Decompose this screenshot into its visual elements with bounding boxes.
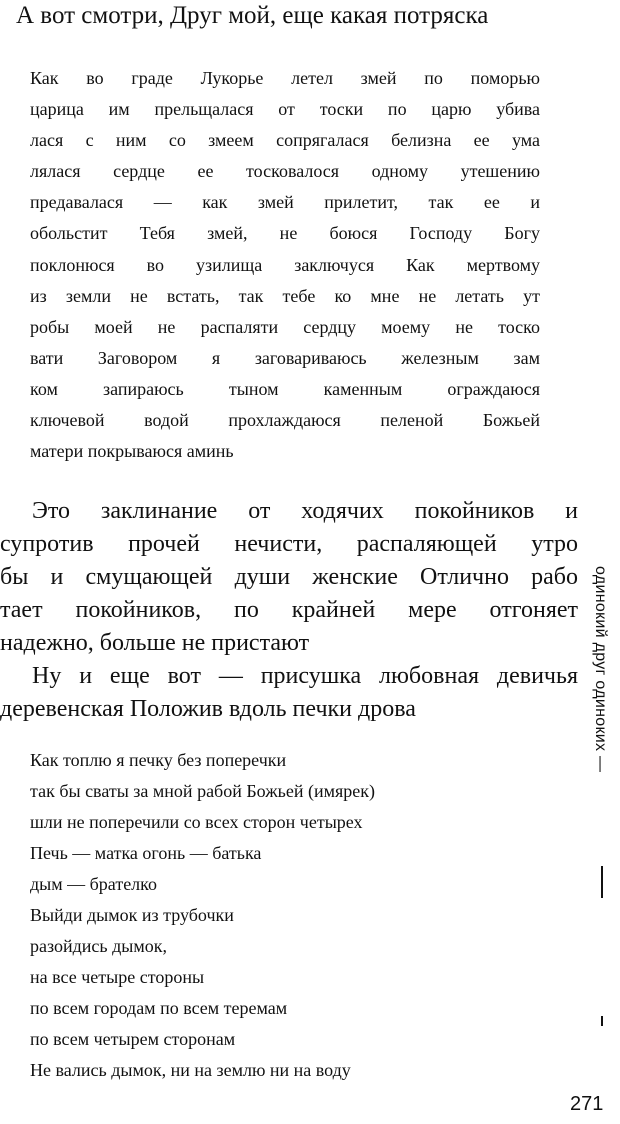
verse-line: царица им прельщалася от тоски по царю убива [30,99,540,119]
verse-line: на все четыре стороны [30,967,205,987]
verse-line: по всем четырем сторонам [30,1029,236,1049]
margin-rule [601,866,603,898]
verse-line: лялася сердце ее тосковалося одному утешению [30,161,540,181]
verse-line: из земли не встать, так тебе ко мне не летать ут [30,286,540,306]
prose-line: надежно, больше не пристают [0,630,310,656]
verse-line: ключевой водой прохлаждаюся пеленой Божьей [30,410,540,430]
prose-line: бы и смущающей души женские Отлично рабо [0,564,578,590]
margin-rule [601,1016,603,1026]
verse-line: вати Заговором я заговариваюсь железным зам [30,348,540,368]
verse-line: разойдись дымок, [30,936,168,956]
page-heading: А вот смотри, Друг мой, еще какая потряска [16,2,489,29]
verse-line: Как во граде Лукорье летел змей по поморью [30,68,540,88]
prose-line: деревенская Положив вдоль печки дрова [0,696,416,722]
page-number: 271 [570,1093,604,1115]
verse-line: Как топлю я печку без поперечки [30,750,287,770]
verse-line: дым — брателко [30,874,157,894]
verse-line: предавалася — как змей прилетит, так ее и [30,192,540,212]
prose-line: Это заклинание от ходячих покойников и [32,498,578,524]
verse-line: ком запираюсь тыном каменным ограждаюся [30,379,540,399]
verse-line: Печь — матка огонь — батька [30,843,262,863]
verse-line: робы моей не распаляти сердцу моему не тоско [30,317,540,337]
verse-line: Не вались дымок, ни на землю ни на воду [30,1060,351,1080]
verse-line: поклонюся во узилища заключуся Как мертвому [30,255,540,275]
verse-line: Выйди дымок из трубочки [30,905,234,925]
verse-line: по всем городам по всем теремам [30,998,288,1018]
prose-line: Ну и еще вот — присушка любовная девичья [32,663,578,689]
verse-line: лася с ним со змеем сопрягалася белизна ее ума [30,130,540,150]
prose-line: тает покойников, по крайней мере отгоняет [0,597,578,623]
prose-line: супротив прочей нечисти, распаляющей утро [0,531,578,557]
verse-line: шли не поперечили со всех сторон четырех [30,812,363,832]
verse-line: так бы сваты за мной рабой Божьей (имярек) [30,781,376,801]
running-title: одинокий друг одиноких — [592,566,609,773]
verse-line: обольстит Тебя змей, не боюся Господу Богу [30,223,540,243]
verse-line: матери покрываюся аминь [30,441,234,461]
